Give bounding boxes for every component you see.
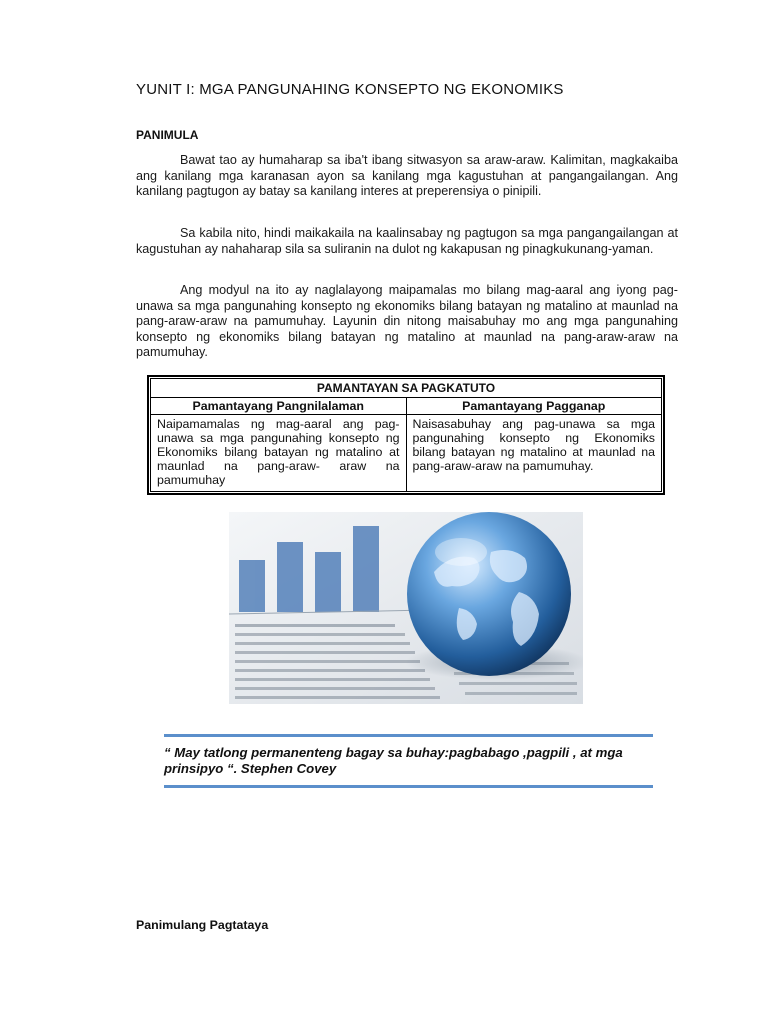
quote-rule-bottom (164, 785, 653, 788)
table-header-performance-standard: Pamantayang Pagganap (406, 398, 662, 415)
table-caption: PAMANTAYAN SA PAGKATUTO (151, 379, 662, 398)
table-header-content-standard: Pamantayang Pangnilalaman (151, 398, 407, 415)
pretest-heading: Panimulang Pagtataya (136, 918, 269, 932)
globe-icon (407, 512, 571, 676)
quote-text: “ May tatlong permanenteng bagay sa buhay:pagbabago ,pagpili , at mga prinsipyo “. Stephen Covey (164, 745, 623, 776)
unit-title: YUNIT I: MGA PANGUNAHING KONSEPTO NG EKONOMIKS (136, 81, 564, 98)
intro-paragraph-1: Bawat tao ay humaharap sa iba't ibang sitwasyon sa araw-araw. Kalimitan, magkakaiba ang kanilang mga karanasan ayon sa kanilang mga kagustuhan at pangangailangan. Ang kanilang pagtugon ay batay sa kanilang interes at preperensiya o pinipili. (136, 153, 678, 199)
table-cell-content-standard: Naipamamalas ng mag-aaral ang pag- unawa sa mga pangunahing konsepto ng Ekonomiks bilang batayan ng matalino at maunlad na pang-araw- araw na pamumuhay (151, 415, 407, 492)
quote-rule-top (164, 734, 653, 737)
globe-chart-illustration (229, 512, 583, 704)
intro-paragraph-2: Sa kabila nito, hindi maikakaila na kaalinsabay ng pagtugon sa mga pangangailangan at kagustuhan ay nahaharap sila sa suliranin na dulot ng kakapusan ng pinagkukunang-yaman. (136, 226, 678, 256)
learning-standards-table (147, 375, 665, 495)
table-cell-performance-standard: Naisasabuhay ang pag-unawa sa mga pangunahing konsepto ng Ekonomiks bilang batayan ng matalino at maunlad na pang-araw-araw na pamumuhay. (406, 415, 662, 492)
intro-paragraph-3: Ang modyul na ito ay naglalayong maipamalas mo bilang mag-aaral ang iyong pag-unawa sa mga pangunahing konsepto ng ekonomiks bilang batayan ng matalino at maunlad na pang-araw-araw na pamumuhay. Layunin din nitong maisabuhay mo ang mga pangunahing konsepto ng ekonomiks bilang batayan ng matalino at maunlad na pang-araw-araw na pamumuhay. (136, 283, 678, 360)
section-heading: PANIMULA (136, 128, 199, 142)
